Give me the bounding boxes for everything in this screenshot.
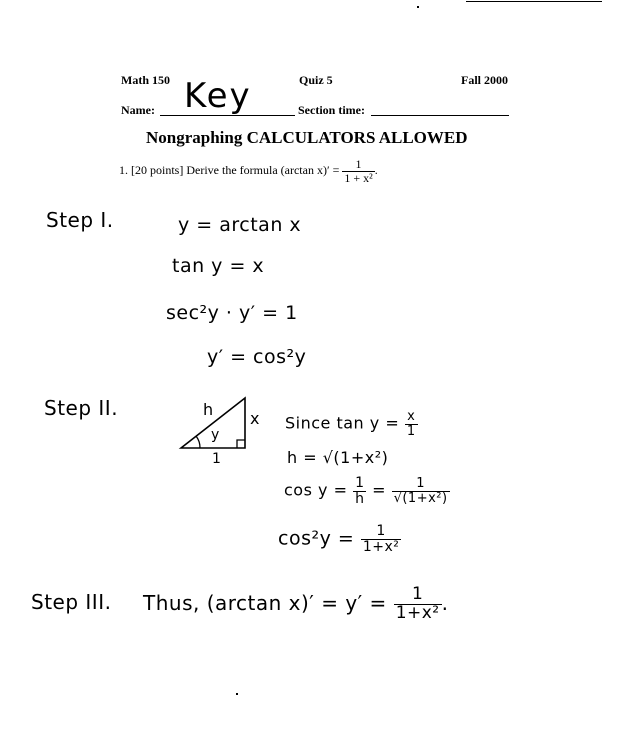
cos-y-denominator-2: √(1+x²) (393, 490, 448, 506)
triangle-hypotenuse-label: h (203, 400, 214, 419)
step-1-line-3: sec²y · y′ = 1 (166, 302, 298, 324)
question-number: 1. (119, 162, 128, 177)
cos-y-fraction-1 (353, 476, 366, 506)
cos-y-numerator-1: 1 (355, 475, 365, 491)
step-3-fraction (394, 586, 442, 623)
question-points: [20 points] (131, 162, 184, 177)
section-time-label: Section time: (298, 103, 365, 117)
cos-squared-prefix: cos²y = (278, 527, 355, 550)
quiz-label: Quiz 5 (299, 73, 333, 87)
cos-squared-fraction (361, 524, 402, 554)
question-fraction-numerator: 1 (355, 157, 362, 171)
cos-y-prefix: cos y = (284, 480, 348, 500)
scan-dot (417, 6, 419, 8)
term-label: Fall 2000 (461, 73, 508, 87)
scan-dot-bottom (236, 693, 238, 695)
cos-y-fraction-2 (392, 477, 450, 505)
triangle-adjacent-label: 1 (212, 451, 222, 467)
name-value: Key (184, 76, 252, 116)
cos-squared-line (278, 524, 401, 554)
step-1-label: Step I. (46, 208, 114, 232)
right-triangle-diagram (178, 394, 258, 458)
question-fraction (342, 158, 374, 184)
step-3-label: Step III. (31, 590, 112, 614)
section-time-field-line (371, 115, 509, 116)
question-text: Derive the formula (arctan x)′ = (186, 162, 340, 177)
name-label: Name: (121, 103, 155, 117)
cos-y-denominator-1: h (355, 490, 365, 507)
step-3-conclusion (143, 586, 448, 623)
question-1 (119, 158, 378, 184)
step-2-label: Step II. (44, 396, 119, 420)
cos-y-line (284, 476, 450, 506)
course-label: Math 150 (121, 73, 170, 87)
triangle-opposite-label: x (250, 409, 260, 428)
since-tan-prefix: Since tan y = (285, 413, 400, 433)
since-tan-line (285, 410, 418, 438)
step-3-text: Thus, (arctan x)′ = y′ = (143, 590, 387, 615)
scan-mark-line (466, 1, 602, 2)
step-1-line-4: y′ = cos²y (207, 346, 307, 368)
calculator-notice: Nongraphing CALCULATORS ALLOWED (146, 128, 468, 147)
cos-y-equals: = (372, 480, 386, 500)
since-tan-fraction (405, 410, 418, 438)
step-1-line-2: tan y = x (172, 255, 265, 277)
cos-y-numerator-2: 1 (416, 476, 425, 492)
since-tan-denominator: 1 (406, 423, 416, 439)
since-tan-numerator: x (407, 409, 416, 424)
question-fraction-denominator: 1 + x² (344, 170, 373, 185)
question-end: . (374, 162, 378, 177)
cos-squared-numerator: 1 (376, 523, 386, 539)
step-3-numerator: 1 (411, 584, 424, 604)
step-1-line-1: y = arctan x (178, 214, 302, 236)
step-3-denominator: 1+x² (395, 602, 440, 623)
cos-squared-denominator: 1+x² (362, 538, 400, 555)
triangle-angle-label: y (211, 427, 220, 443)
step-3-end: . (441, 590, 449, 615)
hypotenuse-equation: h = √(1+x²) (287, 448, 389, 467)
